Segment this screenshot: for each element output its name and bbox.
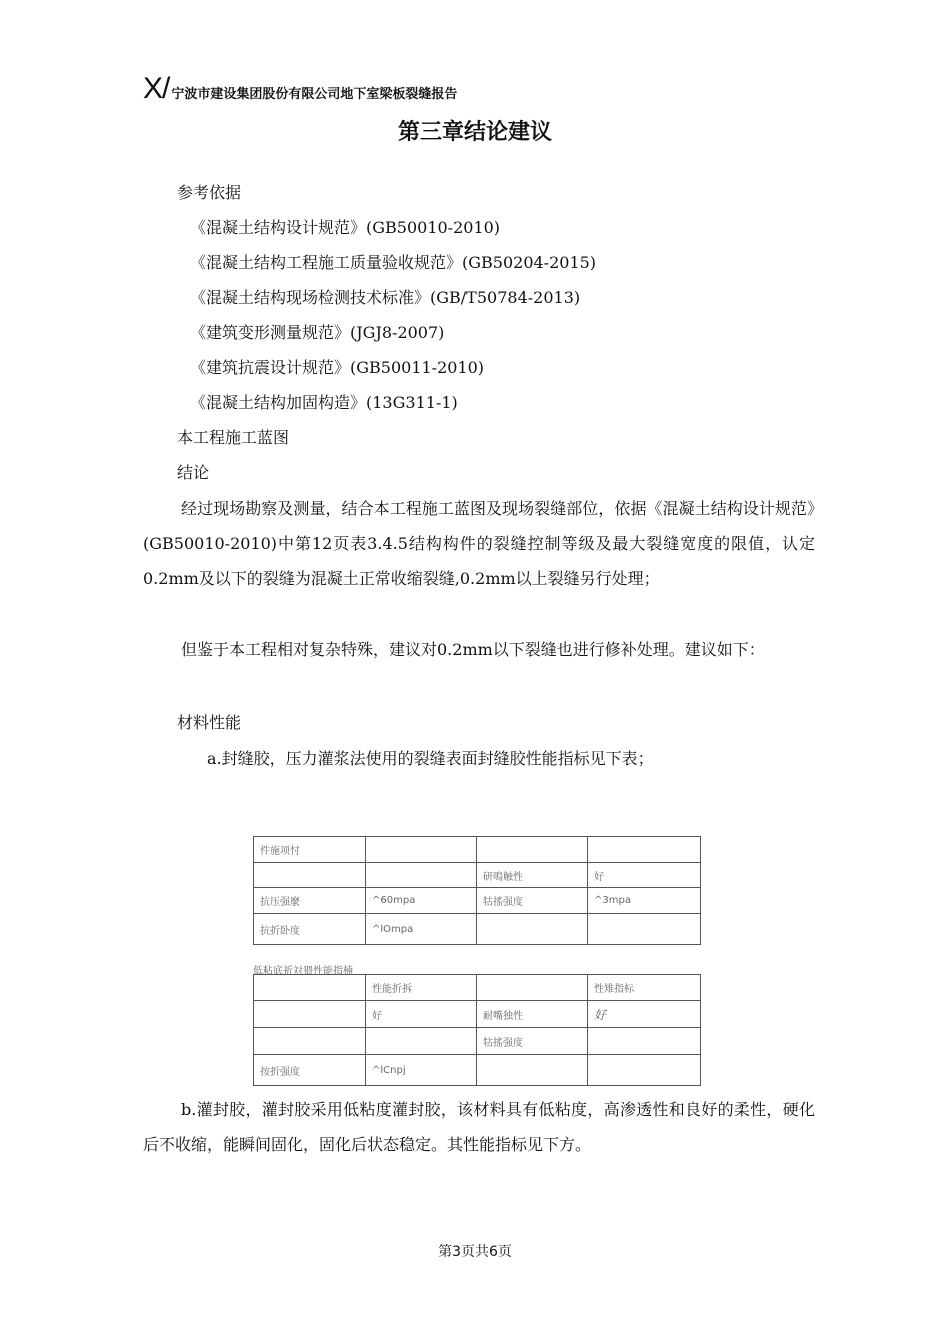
ref-item: 《混凝土结构加固构造》(13G311-1) <box>190 393 458 412</box>
table-cell: 好 <box>588 863 701 888</box>
material-heading: 材料性能 <box>177 713 242 732</box>
table-cell: 性雉指标 <box>588 975 701 1001</box>
header-text: 宁波市建设集团股份有限公司地下室梁板裂缝报告 <box>171 87 458 102</box>
table-cell <box>254 863 366 888</box>
table-cell: 牯搖强度 <box>477 1028 588 1055</box>
table-cell: 抗折卧度 <box>254 914 366 945</box>
table-cell <box>477 914 588 945</box>
table-cell <box>254 1028 366 1055</box>
table-cell <box>588 1055 701 1086</box>
page-header <box>143 70 457 104</box>
table-row <box>254 1055 701 1086</box>
table-cell: 研鳴触性 <box>477 863 588 888</box>
table-cell: 好 <box>366 1001 477 1028</box>
table-cell: 牯搖强度 <box>477 888 588 914</box>
item-b-paragraph <box>143 1092 815 1162</box>
table-row <box>254 914 701 945</box>
conclusion-paragraph-1 <box>143 491 815 596</box>
conclusion-heading: 结论 <box>177 463 210 482</box>
sealant-spec-table-2 <box>253 974 701 1086</box>
table-row <box>254 888 701 914</box>
item-a: a.封缝胶，压力灌浆法使用的裂缝表面封缝胶性能指标见下表； <box>207 749 654 768</box>
ref-item: 《混凝土结构现场检测技术标准》(GB/T50784-2013) <box>190 288 581 307</box>
refs-heading: 参考依据 <box>177 183 242 202</box>
table-cell <box>477 1055 588 1086</box>
company-logo: X/ <box>143 72 170 105</box>
ref-item: 《建筑变形测量规范》(JGJ8-2007) <box>190 323 445 342</box>
ref-item: 《建筑抗震设计规范》(GB50011-2010) <box>190 358 485 377</box>
conclusion-p1-text: 经过现场勘察及测量，结合本工程施工蓝图及现场裂缝部位，依据《混凝土结构设计规范》(GB50010-2010)中第12页表3.4.5结构构件的裂缝控制等级及最大裂缝宽度的限值，认定0.2mm及以下的裂缝为混凝土正常收缩裂缝,0.2mm以上裂缝另行处理； <box>143 499 815 588</box>
table-cell: 按折强度 <box>254 1055 366 1086</box>
table-cell: ^lCnpj <box>366 1055 477 1086</box>
table-cell <box>477 975 588 1001</box>
table-cell <box>366 1028 477 1055</box>
table-cell: 抗压强麼 <box>254 888 366 914</box>
table-cell: 耐嘴独性 <box>477 1001 588 1028</box>
table-cell: 性能折拆 <box>366 975 477 1001</box>
table-cell <box>254 975 366 1001</box>
blueprint-line: 本工程施工蓝图 <box>177 428 290 447</box>
table-cell <box>588 1028 701 1055</box>
table-cell: ^3mpa <box>588 888 701 914</box>
page-number: 第3页共6页 <box>438 1244 512 1260</box>
table-row <box>254 837 701 863</box>
table-row <box>254 1001 701 1028</box>
table-row <box>254 863 701 888</box>
sealant-spec-table-1 <box>253 836 701 945</box>
table-row <box>254 975 701 1001</box>
ref-item: 《混凝土结构工程施工质量验收规范》(GB50204-2015) <box>190 253 597 272</box>
conclusion-p2-text: 但鉴于本工程相对复杂特殊，建议对0.2mm以下裂缝也进行修补处理。建议如下： <box>181 640 765 659</box>
ref-item: 《混凝土结构设计规范》(GB50010-2010) <box>190 218 501 237</box>
table-cell: ^60mpa <box>366 888 477 914</box>
table-cell <box>477 837 588 863</box>
table-cell <box>588 914 701 945</box>
table-cell <box>588 837 701 863</box>
table-cell <box>254 1001 366 1028</box>
table-2-caption: 低粘底祈対猥性能指楠 <box>253 966 353 977</box>
chapter-title: 第三章结论建议 <box>397 120 552 145</box>
conclusion-paragraph-2 <box>143 632 815 667</box>
table-cell <box>366 837 477 863</box>
item-b-text: b.灌封胶，灌封胶采用低粘度灌封胶，该材料具有低粘度，高渗透性和良好的柔性，硬化后不收缩，能瞬间固化，固化后状态稳定。其性能指标见下方。 <box>143 1100 815 1154</box>
table-cell: 件施项忖 <box>254 837 366 863</box>
table-row <box>254 1028 701 1055</box>
table-cell: ^lOmpa <box>366 914 477 945</box>
table-cell <box>366 863 477 888</box>
table-cell-handwritten: 好 <box>588 1001 701 1028</box>
